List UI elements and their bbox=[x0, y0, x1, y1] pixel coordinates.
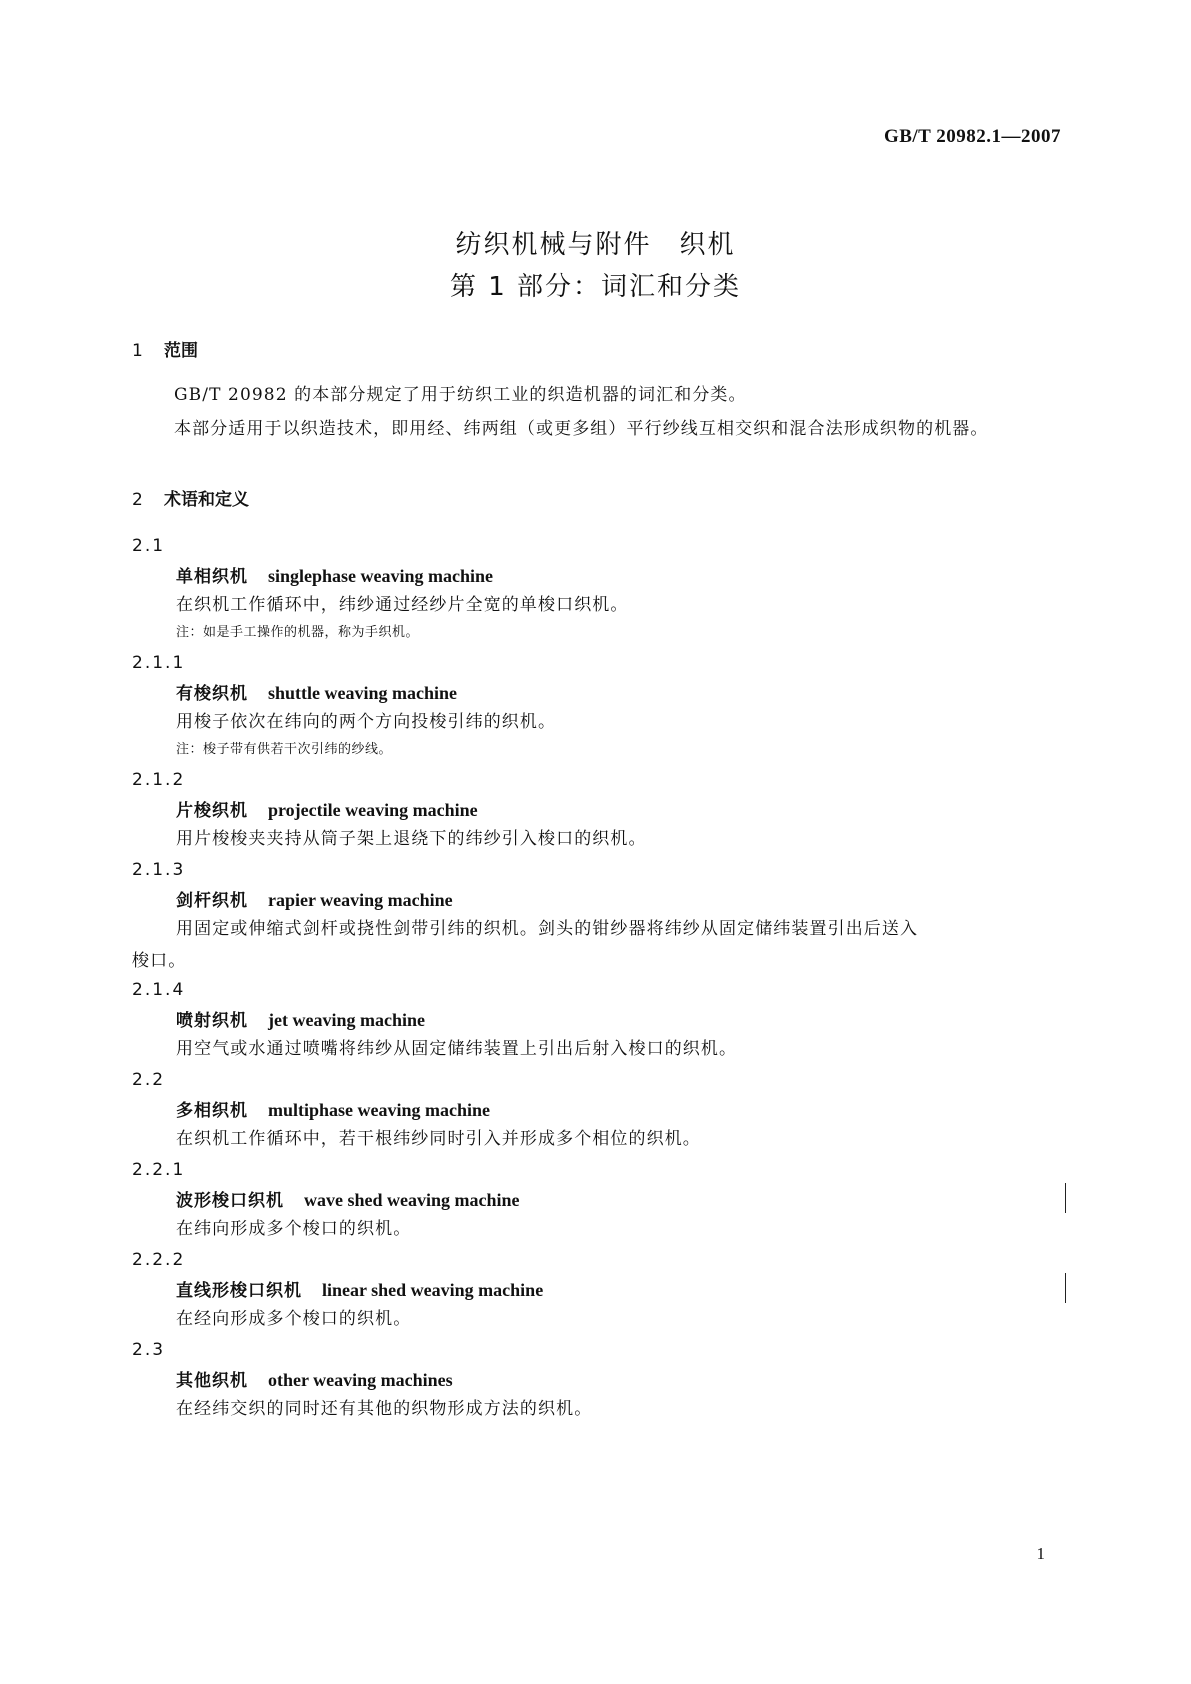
page-number: 1 bbox=[1036, 1544, 1045, 1563]
term-en: rapier weaving machine bbox=[268, 890, 453, 910]
term-zh: 单相织机 bbox=[176, 567, 248, 587]
term-note: 注：梭子带有供若干次引纬的纱线。 bbox=[176, 742, 393, 757]
term-zh: 剑杆织机 bbox=[176, 891, 248, 911]
term-entry bbox=[176, 799, 478, 822]
term-en: linear shed weaving machine bbox=[322, 1280, 544, 1300]
term-definition: 在经向形成多个梭口的织机。 bbox=[176, 1309, 412, 1329]
term-definition: 在织机工作循环中，纬纱通过经纱片全宽的单梭口织机。 bbox=[176, 595, 629, 615]
term-en: singlephase weaving machine bbox=[268, 566, 494, 586]
section-number: 2 bbox=[132, 490, 143, 510]
term-zh: 其他织机 bbox=[176, 1371, 248, 1391]
term-entry bbox=[176, 1189, 520, 1212]
term-en: multiphase weaving machine bbox=[268, 1100, 491, 1120]
clause-number: 2.2.1 bbox=[132, 1160, 186, 1180]
term-en: shuttle weaving machine bbox=[268, 683, 457, 703]
term-en: jet weaving machine bbox=[268, 1010, 425, 1030]
term-entry bbox=[176, 1279, 543, 1302]
clause-number: 2.2.2 bbox=[132, 1250, 186, 1270]
term-zh: 多相织机 bbox=[176, 1101, 248, 1121]
term-definition: 用梭子依次在纬向的两个方向投梭引纬的织机。 bbox=[176, 712, 557, 732]
term-definition: 在织机工作循环中，若干根纬纱同时引入并形成多个相位的织机。 bbox=[176, 1129, 701, 1149]
clause-number: 2.1.2 bbox=[132, 770, 186, 790]
clause-number: 2.2 bbox=[132, 1070, 166, 1090]
clause-number: 2.1.4 bbox=[132, 980, 186, 1000]
term-definition-continued: 梭口。 bbox=[132, 951, 187, 971]
term-definition: 在经纬交织的同时还有其他的织物形成方法的织机。 bbox=[176, 1399, 593, 1419]
scope-paragraph-2: 本部分适用于以织造技术，即用经、纬两组（或更多组）平行纱线互相交织和混合法形成织物的机器。 bbox=[174, 419, 989, 439]
change-bar bbox=[1065, 1273, 1066, 1303]
title-line-2: 第 1 部分：词汇和分类 bbox=[449, 272, 742, 302]
term-entry bbox=[176, 1099, 490, 1122]
term-definition: 用固定或伸缩式剑杆或挠性剑带引纬的织机。剑头的钳纱器将纬纱从固定储纬装置引出后送入 bbox=[176, 919, 919, 939]
term-definition: 用空气或水通过喷嘴将纬纱从固定储纬装置上引出后射入梭口的织机。 bbox=[176, 1039, 738, 1059]
term-en: wave shed weaving machine bbox=[304, 1190, 520, 1210]
section-title: 术语和定义 bbox=[164, 490, 249, 510]
term-zh: 有梭织机 bbox=[176, 684, 248, 704]
term-entry bbox=[176, 889, 453, 912]
term-zh: 片梭织机 bbox=[176, 801, 248, 821]
term-en: other weaving machines bbox=[268, 1370, 453, 1390]
clause-number: 2.1 bbox=[132, 536, 166, 556]
section-title: 范围 bbox=[164, 341, 198, 361]
term-zh: 喷射织机 bbox=[176, 1011, 248, 1031]
term-entry bbox=[176, 1009, 425, 1032]
term-entry bbox=[176, 682, 457, 705]
clause-number: 2.1.1 bbox=[132, 653, 186, 673]
clause-number: 2.3 bbox=[132, 1340, 166, 1360]
term-en: projectile weaving machine bbox=[268, 800, 478, 820]
change-bar bbox=[1065, 1183, 1066, 1213]
term-entry bbox=[176, 1369, 453, 1392]
section-number: 1 bbox=[132, 341, 143, 361]
term-entry bbox=[176, 565, 493, 588]
term-zh: 波形梭口织机 bbox=[176, 1191, 284, 1211]
term-note: 注：如是手工操作的机器，称为手织机。 bbox=[176, 625, 420, 640]
term-definition: 在纬向形成多个梭口的织机。 bbox=[176, 1219, 412, 1239]
section-1-heading bbox=[132, 340, 198, 362]
clause-number: 2.1.3 bbox=[132, 860, 186, 880]
standard-code: GB/T 20982.1—2007 bbox=[883, 126, 1061, 147]
scope-paragraph-1: GB/T 20982 的本部分规定了用于纺织工业的织造机器的词汇和分类。 bbox=[174, 385, 747, 405]
title-line-1: 纺织机械与附件 织机 bbox=[455, 230, 736, 260]
section-2-heading bbox=[132, 489, 249, 511]
term-zh: 直线形梭口织机 bbox=[176, 1281, 302, 1301]
term-definition: 用片梭梭夹夹持从筒子架上退绕下的纬纱引入梭口的织机。 bbox=[176, 829, 647, 849]
